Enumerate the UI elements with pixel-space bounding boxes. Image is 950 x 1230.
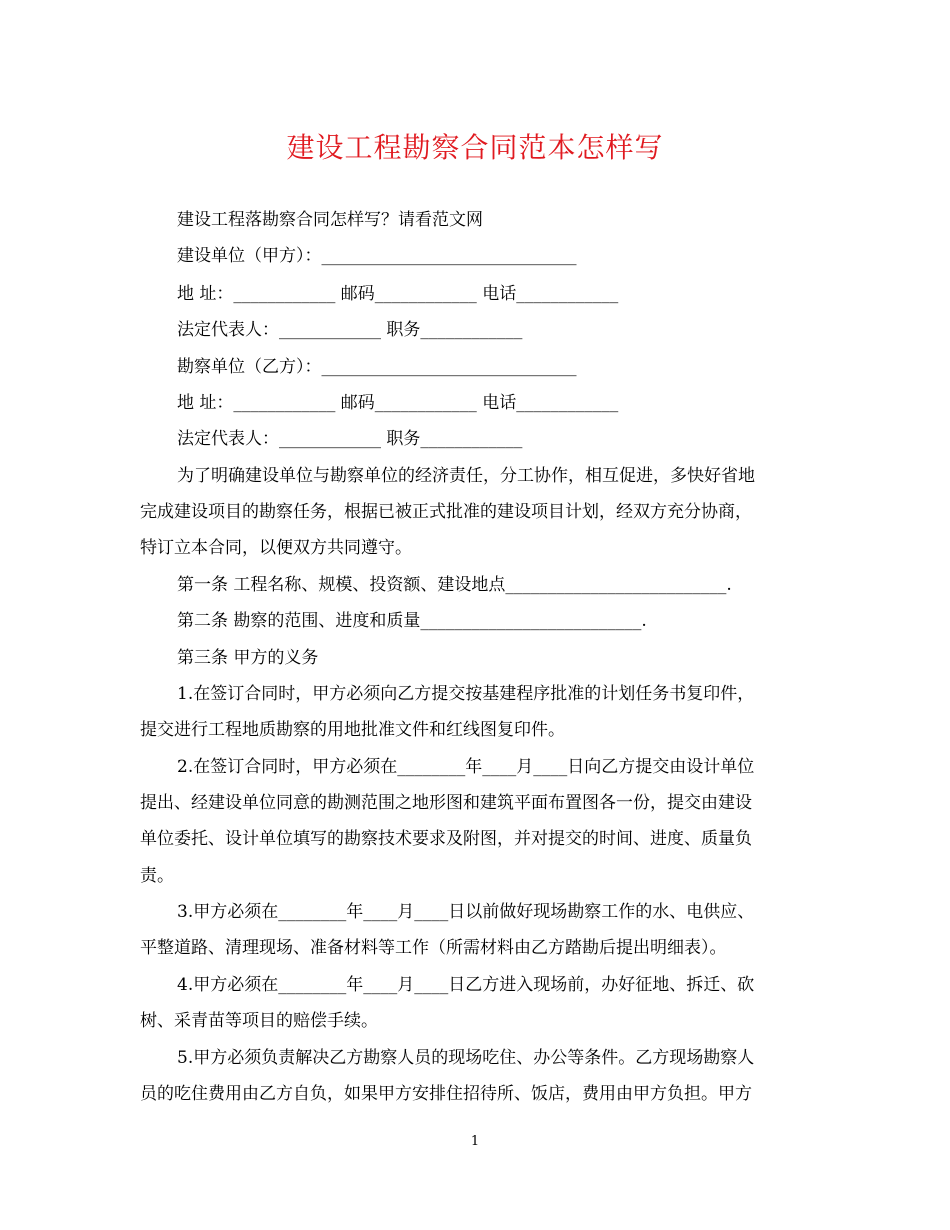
page-number: 1	[470, 1134, 480, 1149]
clause-1-line: 1.在签订合同时，甲方必须向乙方提交按基建程序批准的计划任务书复印件，	[177, 684, 755, 704]
document-title: 建设工程勘察合同范本怎样写	[286, 131, 664, 164]
party-a-line: 建设单位（甲方）：______________________________	[177, 246, 577, 266]
clause-5-line: 员的吃住费用由乙方自负，如果甲方安排住招待所、饭店，费用由甲方负担。甲方	[140, 1084, 752, 1104]
party-b-address-line: 地 址：____________ 邮码____________ 电话____________	[177, 393, 619, 413]
clause-5-line: 5.甲方必须负责解决乙方勘察人员的现场吃住、办公等条件。乙方现场勘察人	[177, 1048, 755, 1068]
clause-2-line: 单位委托、设计单位填写的勘察技术要求及附图，并对提交的时间、进度、质量负	[140, 829, 752, 849]
article-1-line: 第一条 工程名称、规模、投资额、建设地点__________________________.	[177, 575, 732, 595]
party-a-rep-line: 法定代表人：____________ 职务____________	[177, 320, 523, 340]
clause-2-line: 2.在签订合同时，甲方必须在________年____月____日向乙方提交由设计单位	[177, 757, 755, 777]
party-a-address-line: 地 址：____________ 邮码____________ 电话____________	[177, 284, 619, 304]
article-2-line: 第二条 勘察的范围、进度和质量__________________________.	[177, 611, 647, 631]
clause-1-line: 提交进行工程地质勘察的用地批准文件和红线图复印件。	[140, 720, 565, 740]
party-b-rep-line: 法定代表人：____________ 职务____________	[177, 429, 523, 449]
clause-2-line: 责。	[140, 866, 174, 886]
clause-3-line: 平整道路、清理现场、准备材料等工作（所需材料由乙方踏勘后提出明细表）。	[140, 938, 727, 958]
clause-3-line: 3.甲方必须在________年____月____日以前做好现场勘察工作的水、电供应、	[177, 902, 755, 922]
intro-line: 建设工程落勘察合同怎样写？请看范文网	[177, 210, 483, 230]
article-3-heading: 第三条 甲方的义务	[177, 648, 319, 668]
preamble-line: 为了明确建设单位与勘察单位的经济责任，分工协作，相互促进，多快好省地	[177, 466, 755, 486]
clause-4-line: 4.甲方必须在________年____月____日乙方进入现场前，办好征地、拆迁、砍	[177, 975, 755, 995]
clause-4-line: 树、采青苗等项目的赔偿手续。	[140, 1011, 378, 1031]
preamble-line: 特订立本合同，以便双方共同遵守。	[140, 538, 412, 558]
party-b-line: 勘察单位（乙方）：______________________________	[177, 357, 577, 377]
preamble-line: 完成建设项目的勘察任务，根据已被正式批准的建设项目计划，经双方充分协商，	[140, 502, 752, 522]
clause-2-line: 提出、经建设单位同意的勘测范围之地形图和建筑平面布置图各一份，提交由建设	[140, 793, 752, 813]
